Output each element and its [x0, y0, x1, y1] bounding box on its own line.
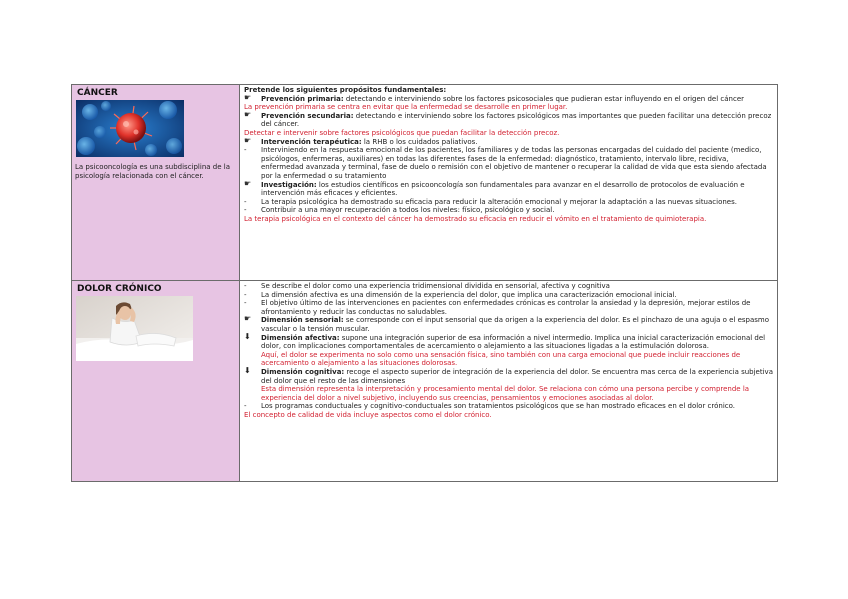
cancer-row — [72, 85, 777, 281]
investigacion-label: Investigación: — [261, 180, 317, 189]
intervencion-dash-text: Interviniendo en la respuesta emocional de los pacientes, los familiares y de todas las personas encargadas del cuidado del paciente (medico, psicólogos, enfermeras, auxiliares) en todas las diferentes fases de la enfermedad: diagnóstico, tratamiento, intervalo libre, recidiva, enfermedad avanzada y terminal, fase de duelo o remisión con el objetivo de mantener o recuperar la calidad de vida que esta siendo afectada por la enfermedad o su tratamiento — [261, 146, 767, 180]
investigacion-item — [244, 181, 773, 198]
terapia-dash-text: La terapia psicológica ha demostrado su eficacia para reducir la alteración emocional y mejorar la adaptación a las nuevas situaciones. — [261, 197, 737, 206]
down-arrow-icon — [244, 368, 261, 385]
prevencion-primaria-note: La prevención primaria se centra en evitar que la enfermedad se desarrolle en primer lugar. — [244, 103, 568, 112]
dash-bullet — [244, 146, 261, 180]
down-arrow-icon — [244, 334, 261, 351]
pointing-hand-icon — [244, 95, 261, 104]
dolor-dash-text-3: El objetivo último de las intervenciones en pacientes con enfermedades crónicas es controlar la ansiedad y la depresión, mejorar estilos de afrontamiento y reducir las conductas no saludables. — [261, 299, 751, 316]
pointing-hand-icon — [244, 181, 261, 198]
dimension-cognitiva-text: recoge el aspecto superior de integración de la experiencia del dolor. Se encuentra mas cerca de la experiencia subjetiva del dolor que el resto de las dimensiones — [261, 367, 773, 385]
terapia-dash-item — [244, 198, 773, 207]
cancer-content-cell — [240, 85, 777, 280]
dolor-content-cell — [240, 281, 777, 481]
recuperacion-dash-text: Contribuir a una mayor recuperación a todos los niveles: físico, psicológico y social. — [261, 206, 555, 215]
dash-bullet — [244, 291, 261, 300]
dimension-cognitiva-item — [244, 368, 773, 385]
prevencion-primaria-label: Prevención primaria: — [261, 94, 344, 103]
prevencion-primaria-item — [244, 95, 773, 104]
cancer-title: CÁNCER — [77, 88, 118, 98]
dolor-dash-text-4: Los programas conductuales y cognitivo-conductuales son tratamientos psicológicos que se han mostrado eficaces en el dolor crónico. — [261, 402, 736, 411]
prevencion-secundaria-note: Detectar e intervenir sobre factores psicológicos que puedan facilitar la detección precoz. — [244, 128, 560, 137]
dimension-afectiva-note: Aquí, el dolor se experimenta no solo como una sensación física, sino también con una carga emocional que puede incluir reacciones de acercamiento o alejamiento a las situaciones dolorosas. — [261, 350, 741, 368]
dolor-side-cell — [72, 281, 240, 481]
cancer-intro: Pretende los siguientes propósitos fundamentales: — [244, 86, 447, 94]
pointing-hand-icon — [244, 316, 261, 333]
dolor-dash-item-2 — [244, 291, 773, 300]
dash-bullet — [244, 198, 261, 207]
dolor-dash-item-1 — [244, 282, 773, 291]
dimension-sensorial-text: se corresponde con el input sensorial que da origen a la experiencia del dolor. Es el pinchazo de una aguja o el espasmo vascular o la tensión muscular. — [261, 316, 770, 333]
dolor-dash-text-2: La dimensión afectiva es una dimensión de la experiencia del dolor, que implica una caracterización emocional inicial. — [261, 290, 677, 299]
intervencion-terapeutica-text: la RHB o los cuidados paliativos. — [361, 137, 478, 146]
dolor-dash-item-3 — [244, 299, 773, 316]
dimension-afectiva-text: supone una integración superior de esa información a nivel intermedio. Implica una inicial caracterización emocional del dolor, con implicaciones comportamentales de acercamiento o alejamiento a las situaciones ligadas a la estimulación dolorosa. — [261, 333, 766, 351]
dolor-dash-text-1: Se describe el dolor como una experiencia tridimensional dividida en sensorial, afectiva y cognitiva — [261, 282, 610, 290]
cancer-cells-image — [76, 100, 184, 157]
dimension-sensorial-label: Dimensión sensorial: — [261, 316, 344, 325]
content-table — [71, 84, 778, 482]
intervencion-dash-item — [244, 146, 773, 180]
pointing-hand-icon — [244, 138, 261, 147]
prevencion-primaria-text: detectando e interviniendo sobre los factores psicosociales que pudieran estar influyendo en el origen del cáncer — [343, 94, 744, 103]
dolor-final-note: El concepto de calidad de vida incluye aspectos como el dolor crónico. — [244, 410, 492, 419]
dimension-cognitiva-label: Dimensión cognitiva: — [261, 367, 345, 376]
pain-woman-image — [76, 296, 193, 361]
recuperacion-dash-item — [244, 206, 773, 215]
dimension-afectiva-label: Dimensión afectiva: — [261, 333, 340, 342]
dash-bullet — [244, 402, 261, 411]
investigacion-text: los estudios científicos en psicooncología son fundamentales para avanzar en el desarrollo de protocolos de evaluación e intervención más eficaces y eficientes. — [261, 180, 745, 198]
dolor-title: DOLOR CRÓNICO — [77, 284, 162, 294]
prevencion-secundaria-item — [244, 112, 773, 129]
prevencion-secundaria-text: detectando e interviniendo sobre los factores psicológicos mas importantes que pueden facilitar una detección precoz del cáncer. — [261, 111, 772, 129]
dimension-afectiva-item — [244, 334, 773, 351]
dash-bullet — [244, 282, 261, 291]
dolor-row — [72, 281, 777, 481]
dash-bullet — [244, 206, 261, 215]
cancer-description: La psicooncología es una subdisciplina de la psicología relacionada con el cáncer. — [75, 163, 230, 180]
intervencion-terapeutica-item — [244, 138, 773, 147]
prevencion-secundaria-label: Prevención secundaria: — [261, 111, 354, 120]
cancer-final-note: La terapia psicológica en el contexto del cáncer ha demostrado su eficacia en reducir el vómito en el tratamiento de quimioterapia. — [244, 214, 707, 223]
intervencion-terapeutica-label: Intervención terapéutica: — [261, 137, 362, 146]
dolor-dash-item-4 — [244, 402, 773, 411]
dimension-sensorial-item — [244, 316, 773, 333]
dimension-cognitiva-note: Esta dimensión representa la interpretación y procesamiento mental del dolor. Se relaciona con cómo una persona percibe y comprende la experiencia del dolor a nivel subjetivo, incluyendo sus creencias, pensamientos y emociones asociadas al dolor. — [261, 385, 750, 402]
pointing-hand-icon — [244, 112, 261, 129]
cancer-side-cell — [72, 85, 240, 280]
